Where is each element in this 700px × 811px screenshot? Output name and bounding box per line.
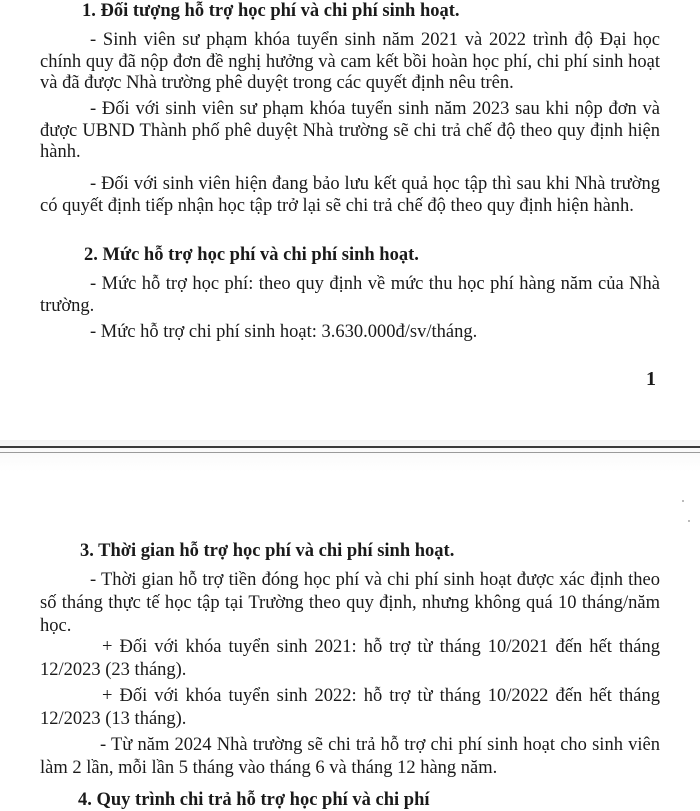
- paragraph-payment-schedule: - Từ năm 2024 Nhà trường sẽ chi trả hỗ trợ chi phí sinh hoạt cho sinh viên làm 2 lần, mỗi lần 5 tháng vào tháng 6 và tháng 12 hàng năm.: [40, 735, 660, 778]
- paragraph-target-2021-2022: - Sinh viên sư phạm khóa tuyển sinh năm 2021 và 2022 trình độ Đại học chính quy đã nộp đơn đề nghị hưởng và cam kết bồi hoàn học phí, chi phí sinh hoạt và đã được Nhà trường phê duyệt trong các quyết định nêu trên.: [40, 30, 660, 93]
- page-break-shadow-line: [0, 452, 700, 453]
- paragraph-target-reserved: - Đối với sinh viên hiện đang bảo lưu kết quả học tập thì sau khi Nhà trường có quyết định tiếp nhận học tập trở lại sẽ chi trả chế độ theo quy định hiện hành.: [40, 174, 660, 216]
- page-number: 1: [646, 368, 656, 390]
- paragraph-cohort-2022: + Đối với khóa tuyển sinh 2022: hỗ trợ từ tháng 10/2022 đến hết tháng 12/2023 (13 tháng).: [40, 686, 660, 729]
- page-break: [0, 440, 700, 472]
- document-page-2: [0, 470, 700, 810]
- section-heading-3: 3. Thời gian hỗ trợ học phí và chi phí sinh hoạt.: [80, 541, 455, 561]
- paragraph-living-cost-level: - Mức hỗ trợ chi phí sinh hoạt: 3.630.000đ/sv/tháng.: [90, 322, 478, 342]
- paragraph-support-duration: - Thời gian hỗ trợ tiền đóng học phí và chi phí sinh hoạt được xác định theo số tháng thực tế học tập tại Trường theo quy định, nhưng không quá 10 tháng/năm học.: [40, 570, 660, 636]
- section-heading-1: 1. Đối tượng hỗ trợ học phí và chi phí sinh hoạt.: [82, 1, 460, 21]
- section-heading-2: 2. Mức hỗ trợ học phí và chi phí sinh hoạt.: [84, 245, 419, 265]
- paragraph-target-2023: - Đối với sinh viên sư phạm khóa tuyển sinh năm 2023 sau khi nộp đơn và được UBND Thành phố phê duyệt Nhà trường sẽ chi trả chế độ theo quy định hiện hành.: [40, 99, 660, 162]
- page-break-line: [0, 446, 700, 448]
- paragraph-cohort-2021: + Đối với khóa tuyển sinh 2021: hỗ trợ từ tháng 10/2021 đến hết tháng 12/2023 (23 tháng).: [40, 637, 660, 680]
- scan-speck: [682, 500, 684, 502]
- paragraph-tuition-level: - Mức hỗ trợ học phí: theo quy định về mức thu học phí hàng năm của Nhà trường.: [40, 274, 660, 316]
- scan-speck: [688, 520, 690, 522]
- section-heading-4-cut: 4. Quy trình chi trả hỗ trợ học phí và chi phí: [78, 790, 430, 810]
